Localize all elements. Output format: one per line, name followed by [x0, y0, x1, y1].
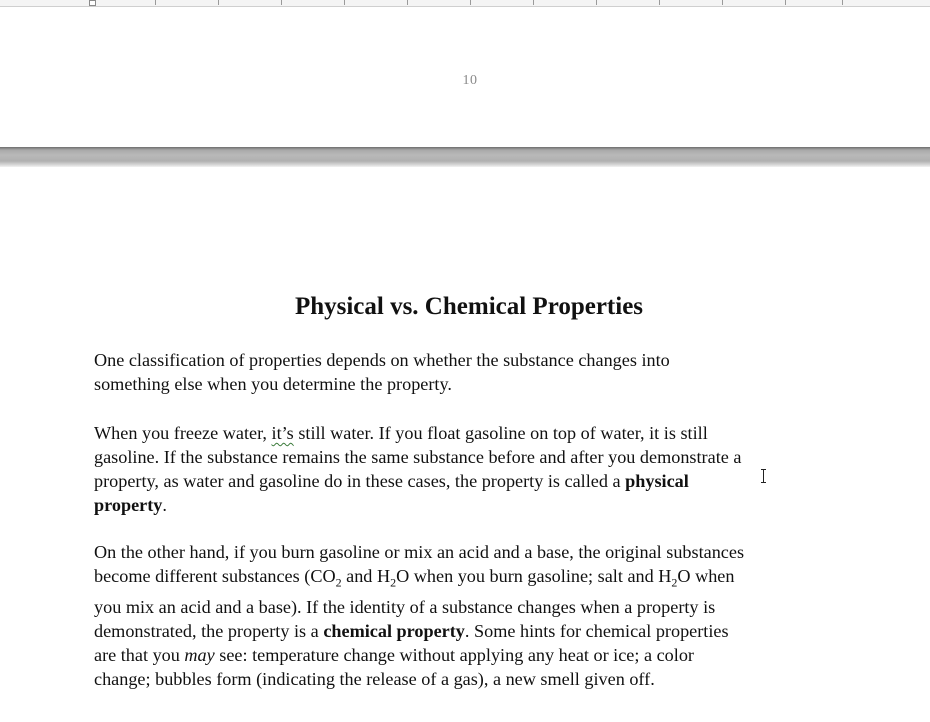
ruler-tick — [155, 0, 156, 5]
text-run: property, as water and gasoline do in these cases, the property is called a — [94, 471, 626, 491]
paragraph-line — [94, 493, 854, 517]
horizontal-ruler[interactable] — [0, 0, 930, 7]
text-run: . — [162, 495, 167, 515]
text-run: O when — [677, 566, 735, 586]
bold-term-property: property — [94, 495, 163, 515]
page-separator — [0, 147, 930, 167]
paragraph-line: gasoline. If the substance remains the same substance before and after you demonstrate a — [94, 447, 742, 467]
paragraph-chemical[interactable] — [94, 540, 854, 691]
paragraph-line — [94, 643, 854, 667]
bold-term-chemical-property: chemical property — [323, 620, 465, 641]
subscript: 2 — [671, 575, 678, 590]
paragraph-line: On the other hand, if you burn gasoline or mix an acid and a base, the original substances — [94, 542, 745, 562]
text-run: see: temperature change without applying any heat or ice; a color — [214, 644, 694, 665]
paragraph-physical[interactable] — [94, 421, 854, 517]
bold-term-physical: physical — [625, 471, 689, 491]
ruler-tick — [470, 0, 471, 5]
ruler-tick — [659, 0, 660, 5]
page-title: Physical vs. Chemical Properties — [294, 293, 644, 320]
ruler-tick — [281, 0, 282, 5]
paragraph-intro[interactable] — [94, 348, 854, 396]
paragraph-line: you mix an acid and a base). If the identity of a substance changes when a property is — [94, 596, 716, 617]
ruler-tick — [842, 0, 843, 5]
previous-page-footer — [0, 7, 930, 147]
text-run: When you freeze water, — [94, 423, 272, 443]
ruler-tick — [596, 0, 597, 5]
left-margin-marker[interactable] — [89, 0, 96, 6]
subscript: 2 — [390, 575, 397, 590]
text-run: become different substances (CO — [94, 566, 336, 586]
paragraph-line — [94, 421, 854, 445]
paragraph-line: change; bubbles form (indicating the release of a gas), a new smell given off. — [94, 668, 655, 689]
text-run: . Some hints for chemical properties — [464, 620, 729, 641]
italic-word-may: may — [184, 644, 215, 665]
page-number: 10 — [462, 73, 478, 88]
paragraph-line: One classification of properties depends on whether the substance changes into — [94, 350, 670, 370]
ruler-tick — [722, 0, 723, 5]
paragraph-line: something else when you determine the property. — [94, 374, 452, 394]
paragraph-line — [94, 564, 854, 595]
text-run: still water. If you float gasoline on top of water, it is still — [293, 423, 708, 443]
ruler-tick — [533, 0, 534, 5]
subscript: 2 — [335, 575, 342, 590]
ruler-tick — [344, 0, 345, 5]
text-run: and H — [341, 566, 391, 586]
text-run: demonstrated, the property is a — [94, 620, 324, 641]
text-run: are that you — [94, 644, 185, 665]
paragraph-line — [94, 469, 854, 493]
paragraph-line — [94, 619, 854, 643]
ruler-tick — [785, 0, 786, 5]
ruler-tick — [218, 0, 219, 5]
ruler-tick — [407, 0, 408, 5]
spellcheck-flagged-word[interactable]: it’s — [271, 423, 294, 443]
document-page[interactable] — [0, 167, 930, 722]
text-run: O when you burn gasoline; salt and H — [396, 566, 672, 586]
